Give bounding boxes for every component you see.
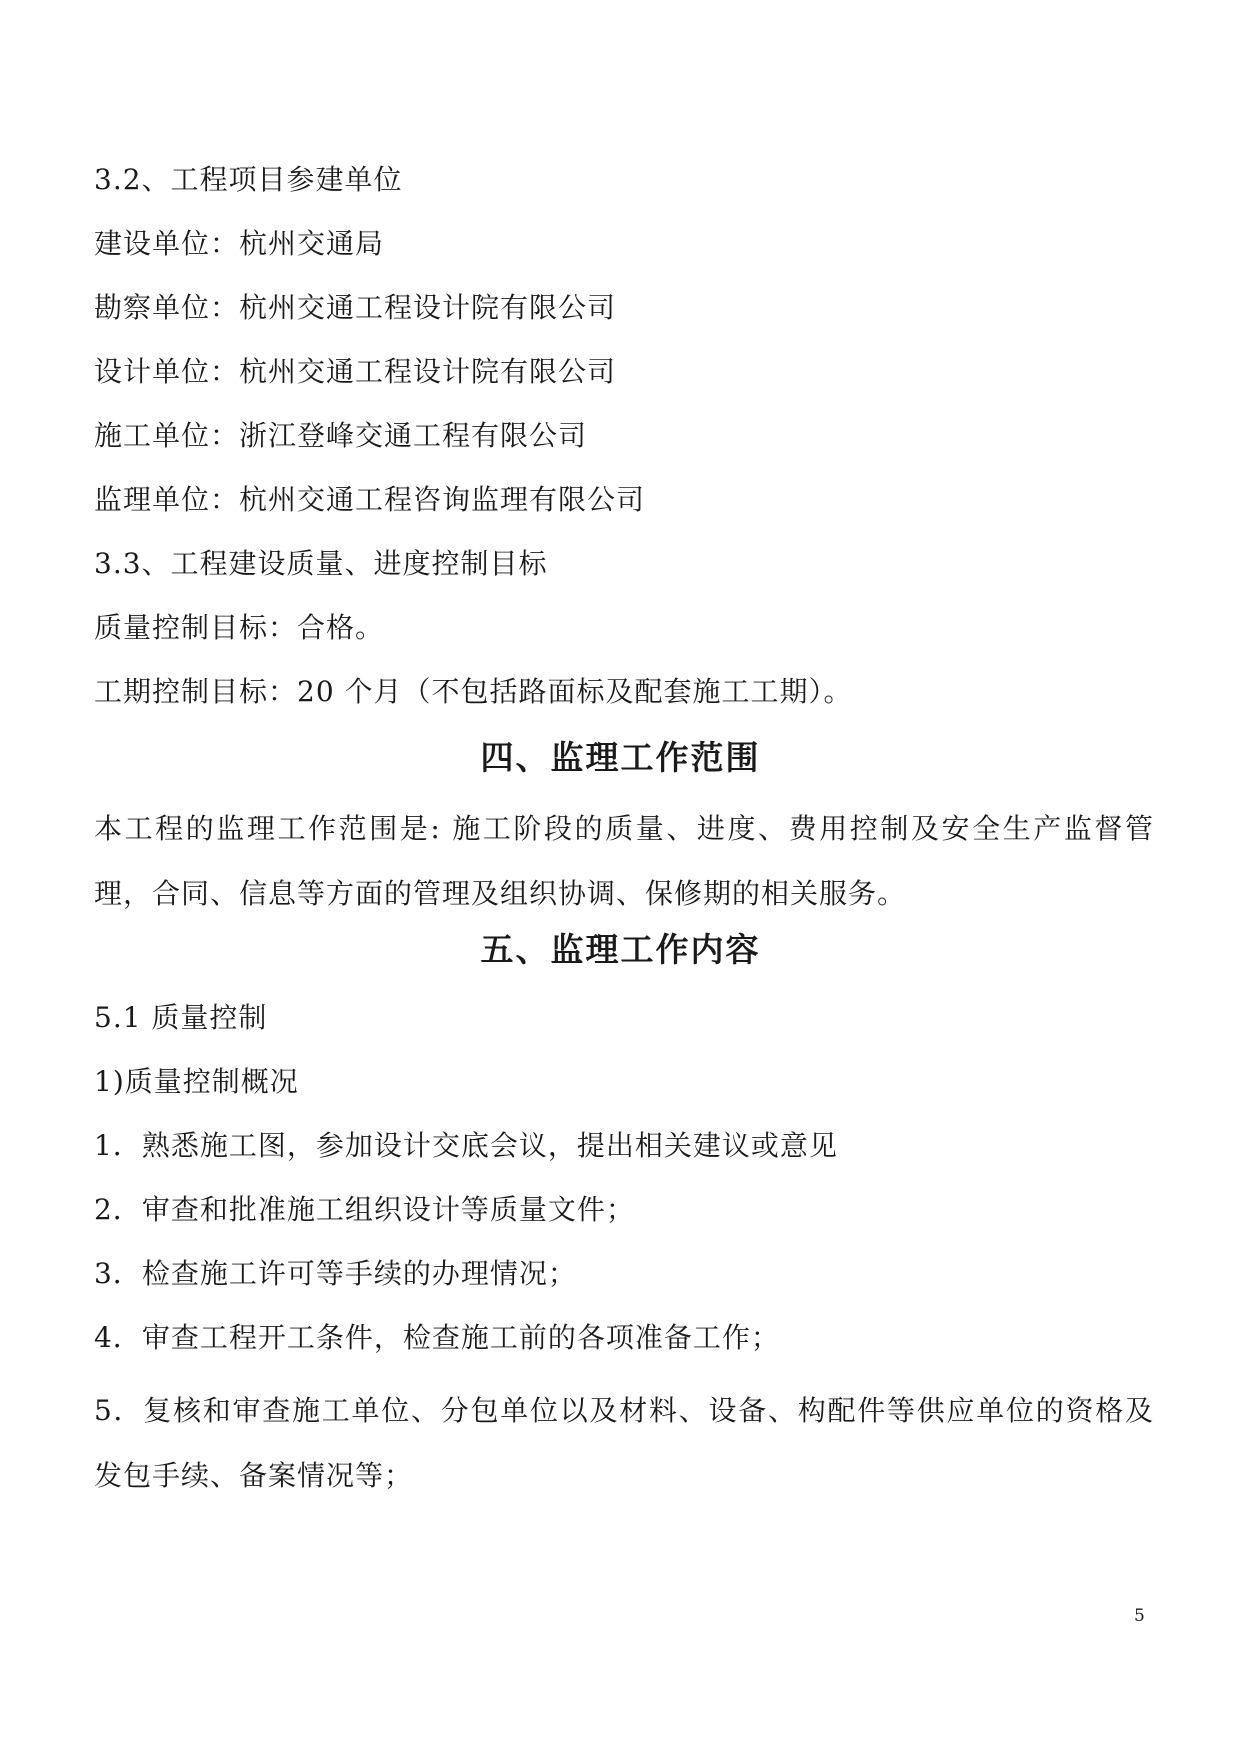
section-3-3-title: 3.3、工程建设质量、进度控制目标 bbox=[94, 547, 548, 580]
list-item-5: 5．复核和审查施工单位、分包单位以及材料、设备、构配件等供应单位的资格及发包手续、备案情况等； bbox=[94, 1394, 1154, 1492]
list-item: 3．检查施工许可等手续的办理情况； bbox=[94, 1257, 577, 1290]
list-item: 1．熟悉施工图，参加设计交底会议，提出相关建议或意见 bbox=[94, 1129, 838, 1162]
section-5-1-title: 5.1 质量控制 bbox=[94, 1001, 268, 1034]
survey-unit: 勘察单位：杭州交通工程设计院有限公司 bbox=[94, 291, 617, 324]
page-number: 5 bbox=[1134, 1606, 1145, 1626]
schedule-target: 工期控制目标：20 个月（不包括路面标及配套施工工期）。 bbox=[94, 675, 853, 708]
section-4-heading: 四、监理工作范围 bbox=[480, 738, 761, 777]
construction-unit: 建设单位：杭州交通局 bbox=[94, 227, 385, 260]
design-unit: 设计单位：杭州交通工程设计院有限公司 bbox=[94, 355, 617, 388]
list-item: 2．审查和批准施工组织设计等质量文件； bbox=[94, 1193, 635, 1226]
supervision-unit: 监理单位：杭州交通工程咨询监理有限公司 bbox=[94, 483, 646, 516]
contractor-unit: 施工单位：浙江登峰交通工程有限公司 bbox=[94, 419, 588, 452]
quality-target: 质量控制目标：合格。 bbox=[94, 611, 385, 644]
section-5-heading: 五、监理工作内容 bbox=[480, 930, 761, 969]
section-4-body: 本工程的监理工作范围是: 施工阶段的质量、进度、费用控制及安全生产监督管理，合同、信息等方面的管理及组织协调、保修期的相关服务。 bbox=[94, 812, 1154, 910]
section-3-2-title: 3.2、工程项目参建单位 bbox=[94, 163, 403, 196]
list-item: 4．审查工程开工条件，检查施工前的各项准备工作； bbox=[94, 1321, 780, 1354]
quality-overview-title: 1)质量控制概况 bbox=[94, 1065, 299, 1098]
